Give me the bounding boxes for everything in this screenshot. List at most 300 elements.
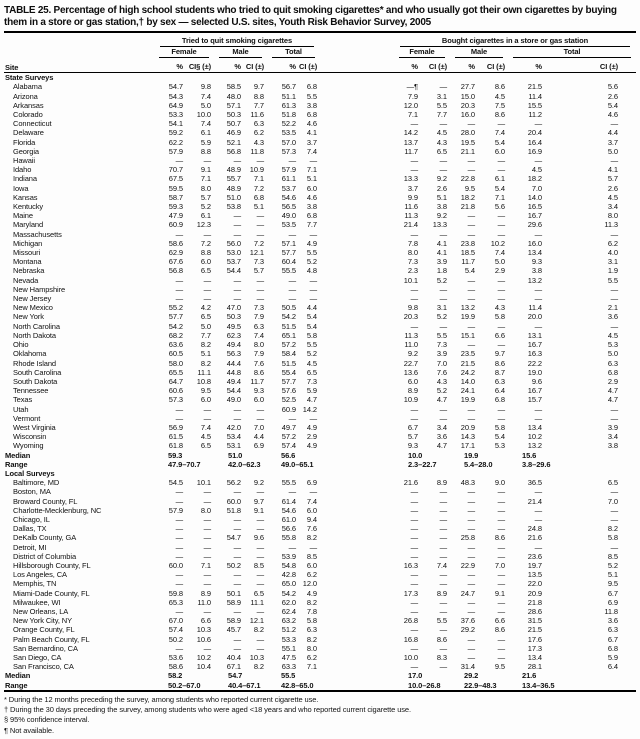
value-cell: 58.9 <box>226 597 241 607</box>
summary-value: 13.4–36.5 <box>508 681 636 691</box>
col-ci: CI (±) <box>421 58 450 73</box>
value-cell: — <box>410 625 418 635</box>
value-cell: 6.2 <box>253 128 264 138</box>
site-cell: Nebraska <box>13 266 45 276</box>
value-cell: — <box>233 413 241 423</box>
value-cell: 5.0 <box>200 321 211 331</box>
table-row <box>4 635 636 644</box>
value-cell: 5.6 <box>494 202 505 212</box>
gap-cell <box>320 184 394 193</box>
value-cell: 5.4 <box>306 321 317 331</box>
summary-value: 42.0–62.3 <box>228 459 261 469</box>
value-cell: — <box>497 404 505 414</box>
value-cell: 12.1 <box>249 248 264 258</box>
value-cell: 52.2 <box>281 119 296 129</box>
value-cell: — <box>410 321 418 331</box>
table-row <box>4 156 636 165</box>
value-cell: 28.6 <box>527 606 542 616</box>
gap-cell <box>320 432 394 441</box>
value-cell: — <box>439 524 447 534</box>
value-cell: 56.2 <box>226 478 241 488</box>
table-row <box>4 294 636 303</box>
site-cell: Alabama <box>13 82 42 92</box>
value-cell: — <box>467 579 475 589</box>
value-cell: — <box>175 579 183 589</box>
gap-cell <box>320 156 394 165</box>
value-cell: 57.1 <box>281 238 296 248</box>
value-cell: — <box>233 524 241 534</box>
value-cell: — <box>256 413 264 423</box>
value-cell: 4.4 <box>306 303 317 313</box>
site-cell: New York City, NY <box>13 616 73 626</box>
value-cell: 21.1 <box>460 146 475 156</box>
value-cell: 59.5 <box>168 183 183 193</box>
value-cell: — <box>467 284 475 294</box>
value-cell: 17.1 <box>460 441 475 451</box>
table-row <box>4 579 636 588</box>
value-cell: 9.3 <box>531 257 542 267</box>
value-cell: 57.9 <box>168 505 183 515</box>
value-cell: — <box>497 514 505 524</box>
table-row <box>4 497 636 506</box>
value-cell: 55.8 <box>281 533 296 543</box>
value-cell: 36.5 <box>527 478 542 488</box>
table-header <box>4 32 636 73</box>
value-cell: 8.9 <box>436 478 447 488</box>
value-cell: —¶ <box>406 82 418 92</box>
value-cell: — <box>410 229 418 239</box>
value-cell: 58.6 <box>168 662 183 672</box>
gap-cell <box>320 294 394 303</box>
value-cell: 3.6 <box>607 312 618 322</box>
value-cell: — <box>497 570 505 580</box>
value-cell: — <box>256 487 264 497</box>
value-cell: 9.5 <box>494 662 505 672</box>
summary-value: 56.6 <box>281 450 296 460</box>
sub-male: Male <box>450 47 508 58</box>
value-cell: 20.0 <box>527 312 542 322</box>
value-cell: — <box>467 321 475 331</box>
value-cell: — <box>467 606 475 616</box>
gap-cell <box>320 165 394 174</box>
gap-cell <box>320 533 394 542</box>
value-cell: — <box>497 524 505 534</box>
table-row <box>4 552 636 561</box>
value-cell: 4.7 <box>436 441 447 451</box>
value-cell: 10.0 <box>403 653 418 662</box>
value-cell: 21.5 <box>527 625 542 635</box>
table-row <box>4 487 636 496</box>
value-cell: 3.4 <box>436 422 447 432</box>
value-cell: — <box>233 643 241 653</box>
value-cell: 51.0 <box>226 192 241 202</box>
value-cell: 53.3 <box>168 110 183 120</box>
site-cell: Broward County, FL <box>13 496 78 506</box>
value-cell: 60.9 <box>281 404 296 414</box>
value-cell: 11.3 <box>404 330 418 340</box>
value-cell: 6.6 <box>200 616 211 626</box>
summary-value: 51.0 <box>228 450 243 460</box>
value-cell: 26.8 <box>403 616 418 626</box>
value-cell: — <box>410 597 418 607</box>
table-row <box>4 202 636 211</box>
col-pct: % <box>214 58 244 73</box>
value-cell: 55.1 <box>281 643 296 653</box>
value-cell: — <box>175 487 183 497</box>
value-cell: 24.1 <box>460 386 475 396</box>
value-cell: — <box>467 340 475 350</box>
value-cell: — <box>497 275 505 285</box>
value-cell: — <box>175 284 183 294</box>
value-cell: 11.4 <box>528 303 542 313</box>
gap-cell <box>320 312 394 321</box>
value-cell: — <box>467 294 475 304</box>
value-cell: — <box>497 597 505 607</box>
site-cell: Orange County, FL <box>13 625 75 635</box>
col-ci: CI (±) <box>545 58 636 73</box>
value-cell: 19.5 <box>460 137 475 147</box>
gap-cell <box>320 386 394 395</box>
value-cell: 56.0 <box>226 238 241 248</box>
value-cell: — <box>534 542 542 552</box>
table-row <box>4 92 636 101</box>
value-cell: 40.4 <box>226 653 241 662</box>
value-cell: 9.2 <box>407 349 418 359</box>
gap-cell <box>320 202 394 211</box>
value-cell: — <box>256 551 264 561</box>
value-cell: 22.8 <box>460 174 475 184</box>
value-cell: 7.0 <box>607 496 618 506</box>
value-cell: 68.2 <box>168 330 183 340</box>
gap-cell <box>320 570 394 579</box>
site-cell: District of Columbia <box>13 551 77 561</box>
table-row <box>4 506 636 515</box>
value-cell: 11.6 <box>250 110 264 120</box>
value-cell: 7.1 <box>200 174 211 184</box>
value-cell: 16.4 <box>527 137 542 147</box>
value-cell: 58.7 <box>168 192 183 202</box>
value-cell: 13.3 <box>432 220 447 230</box>
value-cell: 52.5 <box>281 395 296 405</box>
value-cell: — <box>256 284 264 294</box>
table-row <box>4 165 636 174</box>
site-cell: New Mexico <box>13 303 53 313</box>
value-cell: 4.0 <box>607 248 618 258</box>
site-cell: DeKalb County, GA <box>13 533 77 543</box>
site-cell: Dallas, TX <box>13 524 47 534</box>
value-cell: 9.6 <box>253 533 264 543</box>
value-cell: 6.9 <box>607 597 618 607</box>
value-cell: — <box>256 404 264 414</box>
value-cell: 7.6 <box>436 367 447 377</box>
value-cell: 58.0 <box>168 358 183 368</box>
summary-label: Median <box>5 450 31 460</box>
value-cell: — <box>497 542 505 552</box>
value-cell: 4.7 <box>607 395 618 405</box>
value-cell: — <box>467 542 475 552</box>
value-cell: 9.2 <box>253 478 264 488</box>
value-cell: 5.5 <box>607 275 618 285</box>
value-cell: 4.5 <box>607 192 618 202</box>
value-cell: 3.9 <box>436 257 447 267</box>
value-cell: 42.0 <box>226 422 241 432</box>
value-cell: 22.2 <box>527 358 542 368</box>
value-cell: 55.5 <box>281 478 296 488</box>
gap-cell <box>320 257 394 266</box>
value-cell: 3.7 <box>407 183 418 193</box>
gap-cell <box>320 460 394 469</box>
value-cell: 9.7 <box>494 349 505 359</box>
value-cell: 5.2 <box>306 257 317 267</box>
summary-value: 22.9–48.3 <box>450 681 508 691</box>
gap-cell <box>320 423 394 432</box>
value-cell: 2.9 <box>607 376 618 386</box>
value-cell: 47.9 <box>168 211 183 221</box>
value-cell: 29.2 <box>460 625 475 635</box>
value-cell: 53.8 <box>226 202 241 212</box>
value-cell: 8.5 <box>607 551 618 561</box>
summary-value: 15.6 <box>522 450 537 460</box>
value-cell: 10.6 <box>196 634 211 644</box>
summary-value: 17.0 <box>408 671 423 681</box>
value-cell: 8.6 <box>494 358 505 368</box>
gap-cell <box>320 349 394 358</box>
table-row <box>4 533 636 542</box>
value-cell: 28.0 <box>460 128 475 138</box>
value-cell: 2.6 <box>607 183 618 193</box>
value-cell: — <box>175 404 183 414</box>
value-cell: 7.2 <box>253 238 264 248</box>
site-cell: Kentucky <box>13 202 44 212</box>
value-cell: 7.3 <box>436 340 447 350</box>
value-cell: 12.0 <box>302 579 317 589</box>
value-cell: 13.4 <box>527 248 542 258</box>
value-cell: 4.3 <box>494 303 505 313</box>
col-site: Site <box>4 32 154 73</box>
table-row <box>4 340 636 349</box>
value-cell: 5.4 <box>494 137 505 147</box>
value-cell: — <box>203 404 211 414</box>
site-cell: Los Angeles, CA <box>13 570 67 580</box>
value-cell: 7.4 <box>200 119 211 129</box>
value-cell: 5.2 <box>436 386 447 396</box>
value-cell: — <box>175 275 183 285</box>
value-cell: 6.9 <box>253 441 264 451</box>
value-cell: — <box>233 551 241 561</box>
value-cell: 11.0 <box>404 340 418 350</box>
gap-cell <box>320 128 394 137</box>
value-cell: 6.8 <box>253 192 264 202</box>
gap-cell <box>320 266 394 275</box>
gap-cell <box>320 230 394 239</box>
value-cell: 60.4 <box>281 257 296 267</box>
value-cell: — <box>439 165 447 175</box>
value-cell: 9.8 <box>200 82 211 92</box>
site-cell: Missouri <box>13 248 41 258</box>
value-cell: 7.3 <box>253 303 264 313</box>
value-cell: 50.2 <box>226 560 241 570</box>
value-cell: 49.0 <box>281 211 296 221</box>
value-cell: 25.8 <box>460 533 475 543</box>
value-cell: 53.5 <box>281 128 296 138</box>
value-cell: 53.1 <box>226 441 241 451</box>
sub-total: Total <box>267 47 320 58</box>
site-cell: Memphis, TN <box>13 579 57 589</box>
value-cell: 8.6 <box>494 82 505 92</box>
value-cell: 4.5 <box>494 91 505 101</box>
value-cell: 5.4 <box>494 432 505 442</box>
value-cell: — <box>233 634 241 644</box>
value-cell: — <box>410 496 418 506</box>
col-pct: % <box>508 58 545 73</box>
table-body <box>4 73 636 691</box>
range-row <box>4 681 636 691</box>
value-cell: — <box>175 551 183 561</box>
value-cell: 16.7 <box>527 211 542 221</box>
value-cell: 4.9 <box>306 441 317 451</box>
value-cell: 67.1 <box>226 662 241 672</box>
value-cell: — <box>203 514 211 524</box>
value-cell: — <box>256 606 264 616</box>
value-cell: — <box>439 505 447 515</box>
value-cell: 15.0 <box>460 91 475 101</box>
table-row <box>4 266 636 275</box>
value-cell: 7.1 <box>494 192 505 202</box>
value-cell: 4.9 <box>306 588 317 598</box>
value-cell: 8.6 <box>436 634 447 644</box>
value-cell: 18.5 <box>460 248 475 258</box>
value-cell: 9.7 <box>253 496 264 506</box>
value-cell: 2.6 <box>436 183 447 193</box>
value-cell: — <box>309 294 317 304</box>
value-cell: — <box>203 542 211 552</box>
value-cell: — <box>256 514 264 524</box>
value-cell: 4.5 <box>306 358 317 368</box>
value-cell: 5.2 <box>436 275 447 285</box>
site-cell: Detroit, MI <box>13 542 47 552</box>
value-cell: 8.0 <box>407 248 418 258</box>
table-row <box>4 598 636 607</box>
value-cell: 5.0 <box>607 349 618 359</box>
value-cell: 8.2 <box>306 533 317 543</box>
gap-cell <box>320 211 394 220</box>
value-cell: 7.4 <box>306 146 317 156</box>
table-row <box>4 423 636 432</box>
value-cell: — <box>534 321 542 331</box>
value-cell: 48.3 <box>460 478 475 488</box>
value-cell: 7.7 <box>306 220 317 230</box>
value-cell: 57.6 <box>281 386 296 396</box>
value-cell: 56.7 <box>281 82 296 92</box>
value-cell: 42.8 <box>281 570 296 580</box>
value-cell: 7.1 <box>306 165 317 175</box>
value-cell: — <box>439 496 447 506</box>
value-cell: — <box>203 156 211 166</box>
value-cell: — <box>288 413 296 423</box>
value-cell: 9.7 <box>253 82 264 92</box>
value-cell: 7.3 <box>407 257 418 267</box>
sub-female: Female <box>154 47 214 58</box>
value-cell: 7.4 <box>436 560 447 570</box>
table-row <box>4 193 636 202</box>
value-cell: 53.4 <box>226 432 241 442</box>
value-cell: — <box>610 514 618 524</box>
value-cell: 56.6 <box>281 524 296 534</box>
value-cell: 19.9 <box>460 312 475 322</box>
value-cell: 6.6 <box>494 330 505 340</box>
value-cell: 5.2 <box>607 560 618 570</box>
gap-cell <box>320 441 394 450</box>
value-cell: 5.3 <box>494 441 505 451</box>
value-cell: 5.9 <box>607 653 618 662</box>
value-cell: 4.3 <box>436 137 447 147</box>
section-row <box>4 73 636 83</box>
section-label: State Surveys <box>5 73 54 83</box>
value-cell: — <box>256 634 264 644</box>
value-cell: — <box>288 275 296 285</box>
site-cell: Kansas <box>13 192 38 202</box>
value-cell: 6.3 <box>253 119 264 129</box>
value-cell: 5.0 <box>607 146 618 156</box>
value-cell: 47.5 <box>281 653 296 662</box>
value-cell: 5.1 <box>436 192 447 202</box>
table-row <box>4 616 636 625</box>
summary-label: Range <box>4 681 154 691</box>
value-cell: 21.4 <box>403 220 418 230</box>
value-cell: — <box>256 229 264 239</box>
gap-cell <box>320 478 394 487</box>
value-cell: 3.1 <box>436 303 447 313</box>
gap-cell <box>320 414 394 423</box>
value-cell: 4.6 <box>607 110 618 120</box>
value-cell: 3.8 <box>531 266 542 276</box>
site-cell: Nevada <box>13 275 39 285</box>
value-cell: 2.9 <box>494 266 505 276</box>
value-cell: 7.7 <box>436 110 447 120</box>
gap-cell <box>320 147 394 156</box>
table-row <box>4 322 636 331</box>
value-cell: 47.0 <box>226 303 241 313</box>
value-cell: 4.7 <box>436 395 447 405</box>
value-cell: 15.7 <box>527 395 542 405</box>
value-cell: — <box>439 551 447 561</box>
value-cell: 54.1 <box>168 119 183 129</box>
site-cell: Idaho <box>13 165 32 175</box>
value-cell: — <box>439 156 447 166</box>
value-cell: 20.9 <box>460 422 475 432</box>
col-ci: CI (±) <box>299 58 320 73</box>
value-cell: 51.8 <box>226 505 241 515</box>
gap-cell <box>320 331 394 340</box>
site-cell: Oklahoma <box>13 349 47 359</box>
value-cell: — <box>175 156 183 166</box>
site-cell: Arizona <box>13 91 38 101</box>
value-cell: — <box>309 542 317 552</box>
table-row <box>4 662 636 671</box>
gap-cell <box>320 552 394 561</box>
value-cell: 7.9 <box>253 312 264 322</box>
value-cell: — <box>534 404 542 414</box>
summary-value: 40.4–67.1 <box>214 681 267 691</box>
value-cell: — <box>439 570 447 580</box>
value-cell: 5.5 <box>436 330 447 340</box>
site-cell: Connecticut <box>13 119 52 129</box>
value-cell: — <box>497 606 505 616</box>
value-cell: 6.8 <box>607 643 618 653</box>
value-cell: — <box>175 643 183 653</box>
value-cell: 4.1 <box>436 238 447 248</box>
value-cell: — <box>175 606 183 616</box>
